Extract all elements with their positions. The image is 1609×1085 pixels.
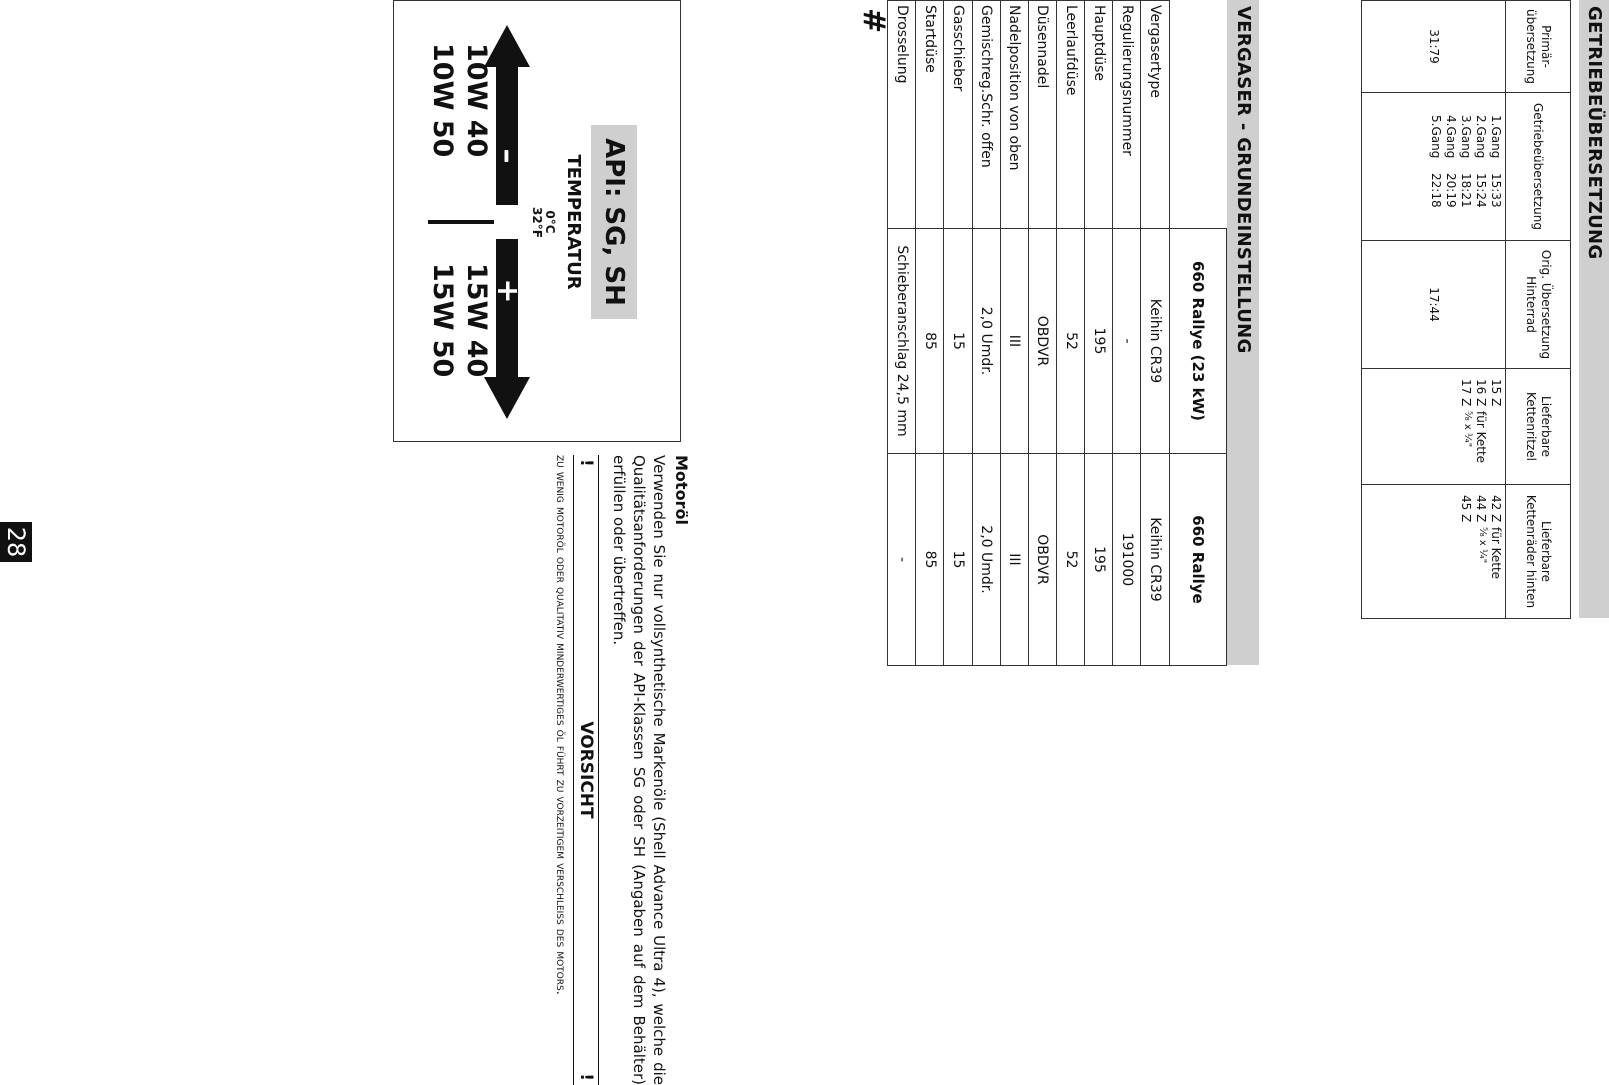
celsius-label: 0°C (543, 210, 557, 234)
primary-ratio: 31:79 (1362, 1, 1506, 93)
carb-section-title: VERGASER - GRUNDEINSTELLUNG (1227, 0, 1259, 665)
caution-label: VORSICHT (576, 721, 596, 819)
gear-ratio-table (1361, 0, 1571, 619)
table-row: Düsennadel OBDVR OBDVR (1028, 1, 1056, 666)
warm-grade-1: 15W 40 (461, 263, 492, 378)
gear-row: 4.Gang 20:19 (1444, 115, 1458, 208)
oil-section-title: Motoröl (672, 455, 691, 525)
warm-grade-2: 15W 50 (427, 263, 458, 378)
carb-header-col1: 660 Rallye (23 kW) (1169, 229, 1226, 454)
oil-viscosity-diagram (393, 0, 681, 442)
engine-oil-section (551, 455, 691, 1085)
table-row: Startdüse 85 85 (916, 1, 944, 666)
rear-ratio: 17:44 (1362, 241, 1506, 369)
fahrenheit-label: 32°F (530, 207, 544, 238)
rear-sprocket-list (1362, 485, 1506, 619)
gear-row: 2.Gang 15:24 (1474, 115, 1488, 208)
rear-sprocket-row: 42 Z für Kette (1489, 495, 1503, 580)
caution-banner (573, 455, 599, 1085)
gear-list (1362, 93, 1506, 241)
page-number: 28 (0, 522, 32, 562)
table-row: Drosselung Schieberanschlag 24,5 mm - (888, 1, 916, 666)
gear-table-body-row (1362, 1, 1506, 619)
cold-grade-2: 10W 50 (427, 43, 458, 158)
rear-sprocket-row: 44 Z ⁵⁄₈ x ¹⁄₄" (1474, 495, 1488, 564)
sprocket-row: 15 Z (1489, 379, 1503, 407)
gear-row: 5.Gang 22:18 (1429, 115, 1443, 208)
temperature-label: TEMPERATUR (563, 154, 584, 290)
gear-header-primary: Primär- übersetzung (1506, 1, 1571, 93)
minus-sign: – (490, 148, 525, 164)
table-row: Gasschieber 15 15 (944, 1, 972, 666)
carb-header-row (1169, 1, 1226, 666)
gear-header-gearbox: Getriebeübersetzung (1506, 93, 1571, 241)
gear-section-title: GETRIEBEÜBERSETZUNG (1579, 0, 1609, 618)
gear-header-sprockets: Lieferbare Kettenritzel (1506, 369, 1571, 485)
sprocket-list (1362, 369, 1506, 485)
sprocket-row: 17 Z ⁵⁄₈ x ¹⁄₄" (1459, 379, 1473, 448)
carburetor-table (887, 0, 1227, 666)
gear-row: 1.Gang 15:33 (1489, 115, 1503, 208)
zero-degree-label (530, 207, 556, 237)
api-class-label: API: SG, SH (591, 125, 637, 319)
carb-header-empty (1169, 1, 1226, 229)
cold-grade-1: 10W 40 (461, 43, 492, 158)
gear-table-header-row (1506, 1, 1571, 619)
table-row: Vergasertype Keihin CR39 Keihin CR39 (1141, 1, 1169, 666)
oil-section-body: Verwenden Sie nur vollsynthetische Markenöle (Shell Advance Ultra 4), welche die Qualitätsanforderungen der API-Klassen SG oder SH (Angaben auf dem Behälter) erfüllen oder übertreffen. (610, 455, 668, 1085)
gear-header-rear-sprockets: Lieferbare Kettenräder hinten (1506, 485, 1571, 619)
plus-sign: + (490, 278, 525, 304)
caution-mark-left: ! (576, 459, 596, 467)
sprocket-row: 16 Z für Kette (1474, 379, 1488, 464)
table-row: Gemischreg.Schr. offen 2,0 Umdr. 2,0 Umdr. (972, 1, 1000, 666)
zero-divider-line (428, 220, 494, 224)
hash-mark: # (856, 8, 891, 34)
caution-mark-right: ! (576, 1073, 596, 1081)
rear-sprocket-row: 45 Z (1459, 495, 1473, 523)
table-row: Leerlaufdüse 52 52 (1057, 1, 1085, 666)
table-row: Nadelposition von oben III III (1000, 1, 1028, 666)
gear-row: 3.Gang 18:21 (1459, 115, 1473, 208)
table-row: Regulierungsnummer - 191000 (1113, 1, 1141, 666)
carb-header-col2: 660 Rallye (1169, 454, 1226, 666)
caution-text: zu wenig motoröl oder qualitativ minderwertiges öl führt zu vorzeitigem verschleiss des motors. (553, 455, 568, 995)
table-row: Hauptdüse 195 195 (1085, 1, 1113, 666)
gear-header-rear: Orig. Übersetzung Hinterrad (1506, 241, 1571, 369)
